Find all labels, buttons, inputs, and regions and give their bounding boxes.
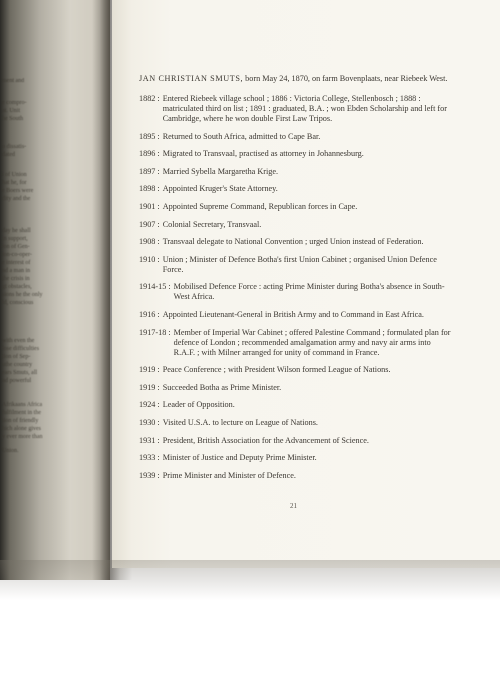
- entry-year: 1939 :: [139, 470, 160, 480]
- facing-page-line: sions he the only: [2, 292, 43, 298]
- entry-text: Member of Imperial War Cabinet ; offered Palestine Command ; formulated plan for defence of London ; recommended amalgamation army and navy air arms into R.A.F. ; with Milner arranged for unity of command in France.: [173, 327, 451, 357]
- facing-page-line: o dissatis-: [2, 144, 27, 150]
- facing-page-line: ld, conscious: [2, 300, 34, 306]
- entry-year: 1896 :: [139, 149, 160, 159]
- facing-page-line: y ever more than: [2, 434, 43, 440]
- entry-text: Mobilised Defence Force : acting Prime Minister during Botha's absence in South-West Africa.: [173, 282, 445, 302]
- facing-page-line: day he shall: [2, 228, 31, 234]
- entry-text: Entered Riebeek village school ; 1886 : Victoria College, Stellenbosch ; 1888 : matriculated third on list ; 1891 : graduated, B.A. ; won Ebden Scholarship and left for Cambridge, where he won double First Law Tripos.: [162, 94, 447, 123]
- entry-text: Minister of Justice and Deputy Prime Minister.: [162, 453, 317, 463]
- entry-year: 1914-15 :: [139, 282, 171, 292]
- entry-text: Married Sybella Margaretha Krige.: [162, 166, 279, 176]
- entry-text: Succeeded Botha as Prime Minister.: [162, 382, 282, 392]
- facing-page-line: e Boers were: [2, 188, 34, 194]
- facing-page-text: [2, 0, 62, 580]
- entry-year: 1908 :: [139, 237, 160, 247]
- chronology-entry: [139, 453, 454, 463]
- chronology-entry: [139, 383, 454, 393]
- chronology-entry: [139, 202, 454, 212]
- facing-page-line: dated: [2, 152, 15, 158]
- facing-page-line: e compro-: [2, 100, 27, 106]
- chronology-list: [139, 94, 454, 481]
- entry-year: 1933 :: [139, 453, 160, 463]
- chronology-entry: [139, 184, 454, 194]
- chronology-entry: [139, 418, 454, 428]
- facing-page-line: with even the: [2, 338, 35, 344]
- chronology-entry: [139, 282, 454, 302]
- facing-page-line: hat he, for: [2, 180, 27, 186]
- page-number: 21: [290, 502, 297, 510]
- entry-year: 1930 :: [139, 417, 160, 427]
- subject-name: JAN CHRISTIAN SMUTS,: [139, 74, 244, 83]
- entry-text: Prime Minister and Minister of Defence.: [162, 470, 296, 480]
- chronology-entry: [139, 255, 454, 275]
- entry-text: Transvaal delegate to National Convention ; urged Union instead of Federation.: [162, 237, 424, 247]
- chronology-entry: [139, 167, 454, 177]
- chronology-entry: [139, 365, 454, 375]
- facing-page-line: nd powerful: [2, 378, 32, 384]
- intro-text: born May 24, 1870, on farm Bovenplaats, near Riebeek West.: [243, 74, 448, 83]
- entry-year: 1916 :: [139, 309, 160, 319]
- entry-text: Appointed Lieutenant-General in British Army and to Command in East Africa.: [162, 309, 424, 319]
- facing-page-line: he South: [2, 116, 24, 122]
- entry-year: 1895 :: [139, 131, 160, 141]
- chronology: [139, 74, 454, 488]
- entry-text: President, British Association for the Advancement of Science.: [162, 435, 369, 445]
- chronology-entry: [139, 328, 454, 358]
- facing-page-line: nd a man in: [2, 268, 31, 274]
- entry-text: Union ; Minister of Defence Botha's first Union Cabinet ; organised Union Defence Force.: [162, 254, 437, 274]
- entry-text: Appointed Supreme Command, Republican forces in Cape.: [162, 201, 358, 211]
- chronology-entry: [139, 471, 454, 481]
- entry-year: 1924 :: [139, 400, 160, 410]
- entry-year: 1910 :: [139, 254, 160, 264]
- facing-page-line: in support,: [2, 236, 28, 242]
- chronology-entry: [139, 220, 454, 230]
- facing-page-line: uthe country: [2, 362, 33, 368]
- entry-text: Peace Conference ; with President Wilson formed League of Nations.: [162, 365, 391, 375]
- facing-page-line: dity and the: [2, 196, 31, 202]
- entry-year: 1919 :: [139, 382, 160, 392]
- facing-page-line: Union.: [2, 448, 19, 454]
- facing-page-line: e interest of: [2, 260, 31, 266]
- chronology-entry: [139, 237, 454, 247]
- entry-year: 1917-18 :: [139, 327, 171, 337]
- entry-year: 1919 :: [139, 365, 160, 375]
- facing-page-line: the crisis in: [2, 276, 30, 282]
- entry-text: Appointed Kruger's State Attorney.: [162, 184, 278, 194]
- chronology-entry: [139, 436, 454, 446]
- facing-page-line: gt obstacles,: [2, 284, 32, 290]
- facing-page-line: ment and: [2, 78, 25, 84]
- facing-page-line: ears Smuts, all: [2, 370, 38, 376]
- entry-year: 1898 :: [139, 184, 160, 194]
- entry-text: Leader of Opposition.: [162, 400, 235, 410]
- facing-page-line: i of Union: [2, 172, 27, 178]
- entry-year: 1897 :: [139, 166, 160, 176]
- page-bottom-shadow: [0, 560, 500, 600]
- chronology-entry: [139, 400, 454, 410]
- entry-year: 1931 :: [139, 435, 160, 445]
- facing-page-line: tion of Sep-: [2, 354, 31, 360]
- entry-year: 1907 :: [139, 219, 160, 229]
- facing-page-line: lose difficulties: [2, 346, 40, 352]
- chronology-entry: [139, 132, 454, 142]
- entry-year: 1882 :: [139, 94, 160, 103]
- facing-page-line: Afrikaans Africa: [2, 402, 43, 408]
- entry-text: Colonial Secretary, Transvaal.: [162, 219, 262, 229]
- entry-text: Migrated to Transvaal, practised as attorney in Johannesburg.: [162, 149, 364, 159]
- intro-paragraph: [139, 74, 454, 84]
- facing-page-line: at. Unit: [2, 108, 20, 114]
- facing-page-line: tion of friendly: [2, 418, 39, 424]
- entry-text: Visited U.S.A. to lecture on League of Nations.: [162, 417, 318, 427]
- chronology-entry: [139, 94, 454, 124]
- facing-page-line: hich alone gives: [2, 426, 41, 432]
- entry-year: 1901 :: [139, 201, 160, 211]
- facing-page-line: fulfilment in the: [2, 410, 41, 416]
- chronology-entry: [139, 310, 454, 320]
- facing-page-line: ion of Gen-: [2, 244, 30, 250]
- entry-text: Returned to South Africa, admitted to Cape Bar.: [162, 131, 321, 141]
- facing-page-line: ion-co-oper-: [2, 252, 32, 258]
- chronology-entry: [139, 149, 454, 159]
